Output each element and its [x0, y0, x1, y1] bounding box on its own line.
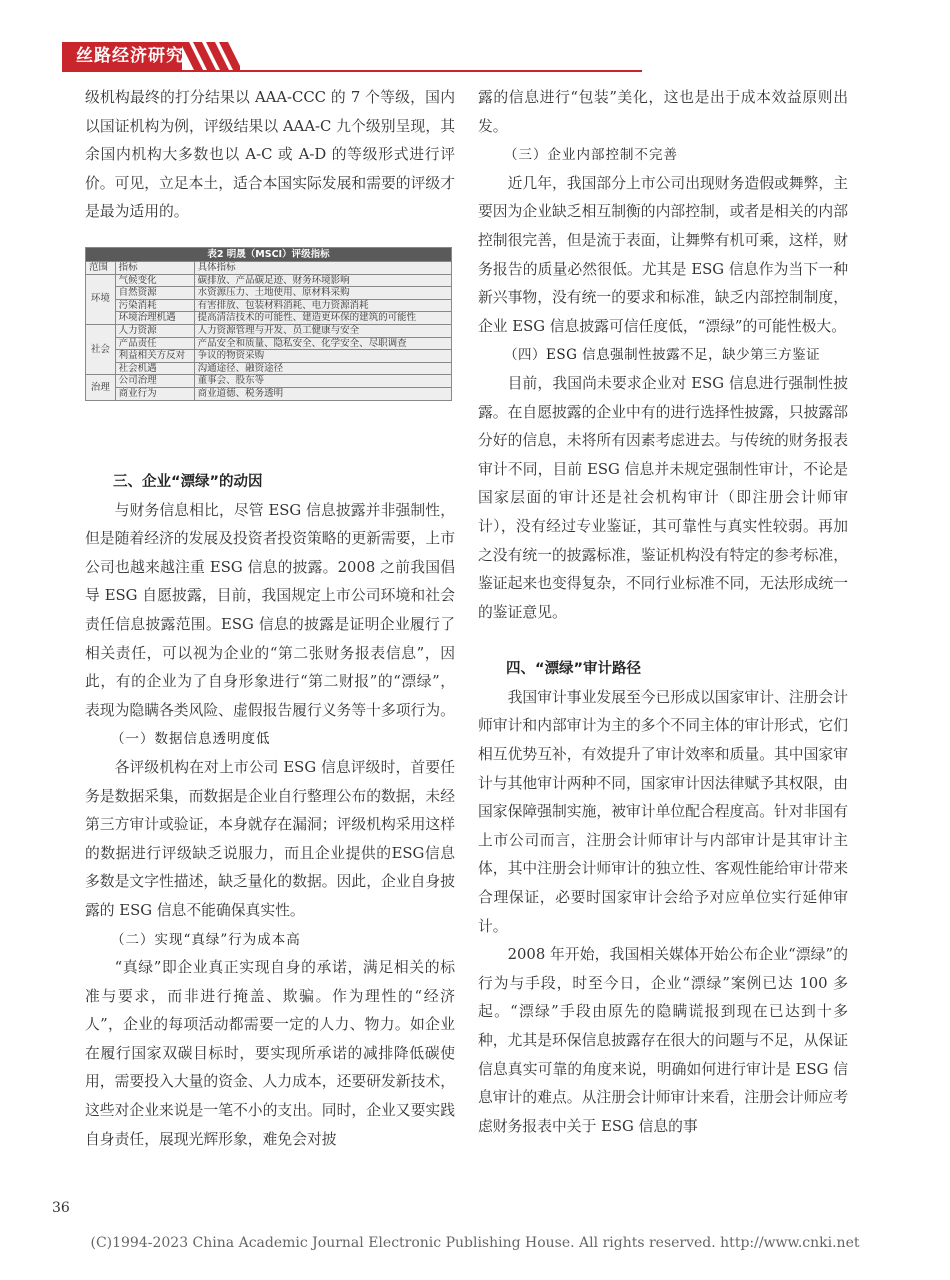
table-category: 社会 [86, 324, 116, 374]
table-cell: 社会机遇 [115, 362, 194, 375]
table-cell: 商业道德、税务透明 [194, 387, 451, 400]
table-cell: 争议的物资采购 [194, 350, 451, 363]
table-cell: 人力资源 [115, 324, 194, 337]
table-cell: 水资源压力、土地使用、原材料采购 [194, 287, 451, 300]
journal-title: 丝路经济研究 [76, 46, 184, 66]
table-cell: 污染消耗 [115, 299, 194, 312]
header-stripes-decoration [180, 42, 240, 70]
paragraph-continued: 露的信息进行“包装”美化，这也是出于成本效益原则出发。 [478, 89, 848, 135]
copyright-footer: (C)1994-2023 China Academic Journal Electronic Publishing House. All rights reserved. http://www.cnki.net [90, 1235, 860, 1251]
table-cell: 有害排放、包装材料消耗、电力资源消耗 [194, 299, 451, 312]
header-rule [62, 70, 642, 72]
section-heading-3: 三、企业“漂绿”的动因 [113, 474, 263, 490]
paragraph-section-3: 与财务信息相比，尽管 ESG 信息披露并非强制性，但是随着经济的发展及投资者投资策略的更新需要，上市公司也越来越注重 ESG 信息的披露。2008 之前我国倡导 ESG 自愿披露，目前，我国规定上市公司环境和社会责任信息披露范围。ESG 信息的披露是证明企业履行了相关责任，可以视为企业的“第二张财务报表信息”，因此，有的企业为了自身形象进行“第二财报”的“漂绿”，表现为隐瞒各类风险、虚假报告履行义务等十多项行为。 [85, 501, 455, 719]
table-cell: 提高清洁技术的可能性、建造更环保的建筑的可能性 [194, 312, 451, 325]
table-cell: 产品责任 [115, 337, 194, 350]
section-heading-4: 四、“漂绿”审计路径 [506, 661, 642, 678]
paragraph-sub-2: “真绿”即企业真正实现自身的承诺，满足相关的标准与要求，而非进行掩盖、欺骗。作为理性的“经济人”，企业的每项活动都需要一定的人力、物力。如企业在履行国家双碳目标时，要实现所承诺的减排降低碳使用，需要投入大量的资金、人力成本，还要研发新技术，这些对企业来说是一笔不小的支出。同时，企业又要实践自身责任，展现光辉形象，难免会对披 [85, 959, 455, 1148]
page-number: 36 [52, 1200, 70, 1216]
table-cell: 董事会、股东等 [194, 375, 451, 388]
table-cell: 商业行为 [115, 387, 194, 400]
table-cell: 碳排放、产品碳足迹、财务环境影响 [194, 274, 451, 287]
table-cell: 自然资源 [115, 287, 194, 300]
table-cell: 产品安全和质量、隐私安全、化学安全、尽职调查 [194, 337, 451, 350]
table-category: 环境 [86, 274, 116, 324]
table-cell: 人力资源管理与开发、员工健康与安全 [194, 324, 451, 337]
right-column [478, 84, 848, 1141]
left-column [85, 84, 455, 227]
subheading-3: （三）企业内部控制不完善 [504, 147, 678, 164]
table-header: 指标 [115, 262, 194, 275]
table-cell: 气候变化 [115, 274, 194, 287]
table-cell: 沟通途径、融资途径 [194, 362, 451, 375]
table-category: 治理 [86, 375, 116, 400]
paragraph-sub-4: 目前，我国尚未要求企业对 ESG 信息进行强制性披露。在自愿披露的企业中有的进行选择性披露，只披露部分好的信息，未将所有因素考虑进去。与传统的财务报表审计不同，目前 ESG 信息并未规定强制性审计，不论是国家层面的审计还是社会机构审计（即注册会计师审计），没有经过专业鉴证，其可靠性与真实性较弱。再加之没有统一的披露标准，鉴证机构没有特定的参考标准，鉴证起来也变得复杂，不同行业标准不同，无法形成统一的鉴证意见。 [478, 374, 848, 621]
table-cell: 公司治理 [115, 375, 194, 388]
subheading-1: （一）数据信息透明度低 [111, 731, 271, 748]
msci-rating-table [85, 247, 452, 401]
paragraph-section-4a: 我国审计事业发展至今已形成以国家审计、注册会计师审计和内部审计为主的多个不同主体的审计形式，它们相互优势互补，有效提升了审计效率和质量。其中国家审计与其他审计两种不同，国家审计因法律赋予其权限，由国家保障强制实施，被审计单位配合程度高。针对非国有上市公司而言，注册会计师审计与内部审计是其审计主体，其中注册会计师审计的独立性、客观性能给审计带来合理保证，必要时国家审计会给予对应单位实行延伸审计。 [478, 688, 848, 935]
left-column-lower [85, 468, 455, 1154]
paragraph-section-4b: 2008 年开始，我国相关媒体开始公布企业“漂绿”的行为与手段，时至今日，企业“漂绿”案例已达 100 多起。“漂绿”手段由原先的隐瞒谎报到现在已达到十多种，尤其是环保信息披露存在很大的问题与不足，从保证信息真实可靠的角度来说，明确如何进行审计是 ESG 信息审计的难点。从注册会计师审计来看，注册会计师应考虑财务报表中关于 ESG 信息的事 [478, 946, 848, 1135]
table-title: 表2 明晟（MSCI）评级指标 [86, 248, 452, 262]
paragraph-sub-3: 近几年，我国部分上市公司出现财务造假或舞弊，主要因为企业缺乏相互制衡的内部控制，或者是相关的内部控制很完善，但是流于表面，让舞弊有机可乘，这样，财务报告的质量必然很低。尤其是 ESG 信息作为当下一种新兴事物，没有统一的要求和标准，缺乏内部控制制度，企业 ESG 信息披露可信任度低，“漂绿”的可能性极大。 [478, 174, 848, 335]
subheading-2: （二）实现“真绿”行为成本高 [111, 931, 301, 948]
subheading-4: （四）ESG 信息强制性披露不足，缺少第三方鉴证 [504, 347, 821, 364]
table-header: 具体指标 [194, 262, 451, 275]
table-header: 范围 [86, 262, 116, 275]
paragraph-sub-1: 各评级机构在对上市公司 ESG 信息评级时，首要任务是数据采集，而数据是企业自行整理公布的数据，未经第三方审计或验证，本身就存在漏洞；评级机构采用这样的数据进行评级缺乏说服力，而且企业提供的ESG信息多数是文字性描述，缺乏量化的数据。因此，企业自身披露的 ESG 信息不能确保真实性。 [85, 758, 455, 919]
table-cell: 环境治理机遇 [115, 312, 194, 325]
paragraph-intro: 级机构最终的打分结果以 AAA-CCC 的 7 个等级，国内以国证机构为例，评级结果以 AAA-C 九个级别呈现，其余国内机构大多数也以 A-C 或 A-D 的等级形式进行评价。可见，立足本土，适合本国实际发展和需要的评级才是最为适用的。 [85, 89, 455, 221]
table-cell: 利益相关方反对 [115, 350, 194, 363]
